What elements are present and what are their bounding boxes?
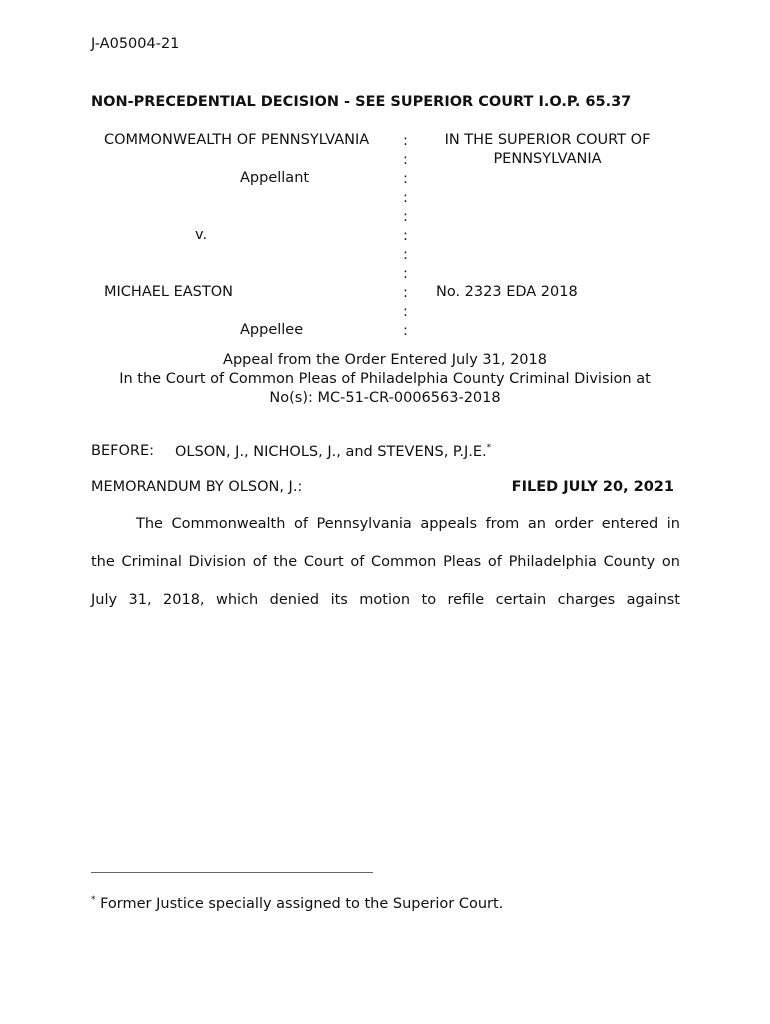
panel-judges-text: OLSON, J., NICHOLS, J., and STEVENS, P.J.E. xyxy=(175,444,487,460)
memorandum-author: MEMORANDUM BY OLSON, J.: xyxy=(91,479,303,495)
plaintiff-role: Appellant xyxy=(240,170,310,186)
footnote-divider xyxy=(91,872,373,873)
body-line: July 31, 2018, which denied its motion to refile certain charges against xyxy=(91,592,680,608)
footnote-ref: * xyxy=(486,443,492,453)
before-label: BEFORE: xyxy=(91,443,154,459)
colon: : xyxy=(403,171,408,187)
colon: : xyxy=(403,133,408,149)
colon: : xyxy=(403,209,408,225)
docket-id: J-A05004-21 xyxy=(91,36,180,52)
appeal-line3: No(s): MC-51-CR-0006563-2018 xyxy=(269,390,501,406)
colon: : xyxy=(403,285,408,301)
footnote xyxy=(91,895,503,912)
defendant-role: Appellee xyxy=(240,322,304,338)
appeal-line1: Appeal from the Order Entered July 31, 2018 xyxy=(223,352,547,368)
colon: : xyxy=(403,152,408,168)
caption-divider xyxy=(403,132,415,341)
plaintiff-name: COMMONWEALTH OF PENNSYLVANIA xyxy=(104,132,370,148)
non-precedential-notice: NON-PRECEDENTIAL DECISION - SEE SUPERIOR COURT I.O.P. 65.37 xyxy=(91,94,632,110)
footnote-text: Former Justice specially assigned to the Superior Court. xyxy=(100,896,504,912)
court-name-line1: IN THE SUPERIOR COURT OF xyxy=(444,132,651,148)
colon: : xyxy=(403,323,408,339)
colon: : xyxy=(403,190,408,206)
body-line: The Commonwealth of Pennsylvania appeals from an order entered in xyxy=(136,516,680,532)
colon: : xyxy=(403,304,408,320)
panel-judges xyxy=(175,443,491,460)
versus: v. xyxy=(195,227,208,243)
colon: : xyxy=(403,266,408,282)
case-number: No. 2323 EDA 2018 xyxy=(436,284,578,300)
colon: : xyxy=(403,228,408,244)
body-line: the Criminal Division of the Court of Common Pleas of Philadelphia County on xyxy=(91,554,680,570)
colon: : xyxy=(403,247,408,263)
footnote-marker: * xyxy=(91,895,96,905)
defendant-name: MICHAEL EASTON xyxy=(104,284,233,300)
appeal-line2: In the Court of Common Pleas of Philadelphia County Criminal Division at xyxy=(119,371,651,387)
filed-date: FILED JULY 20, 2021 xyxy=(511,479,674,495)
court-name-line2: PENNSYLVANIA xyxy=(493,151,602,167)
